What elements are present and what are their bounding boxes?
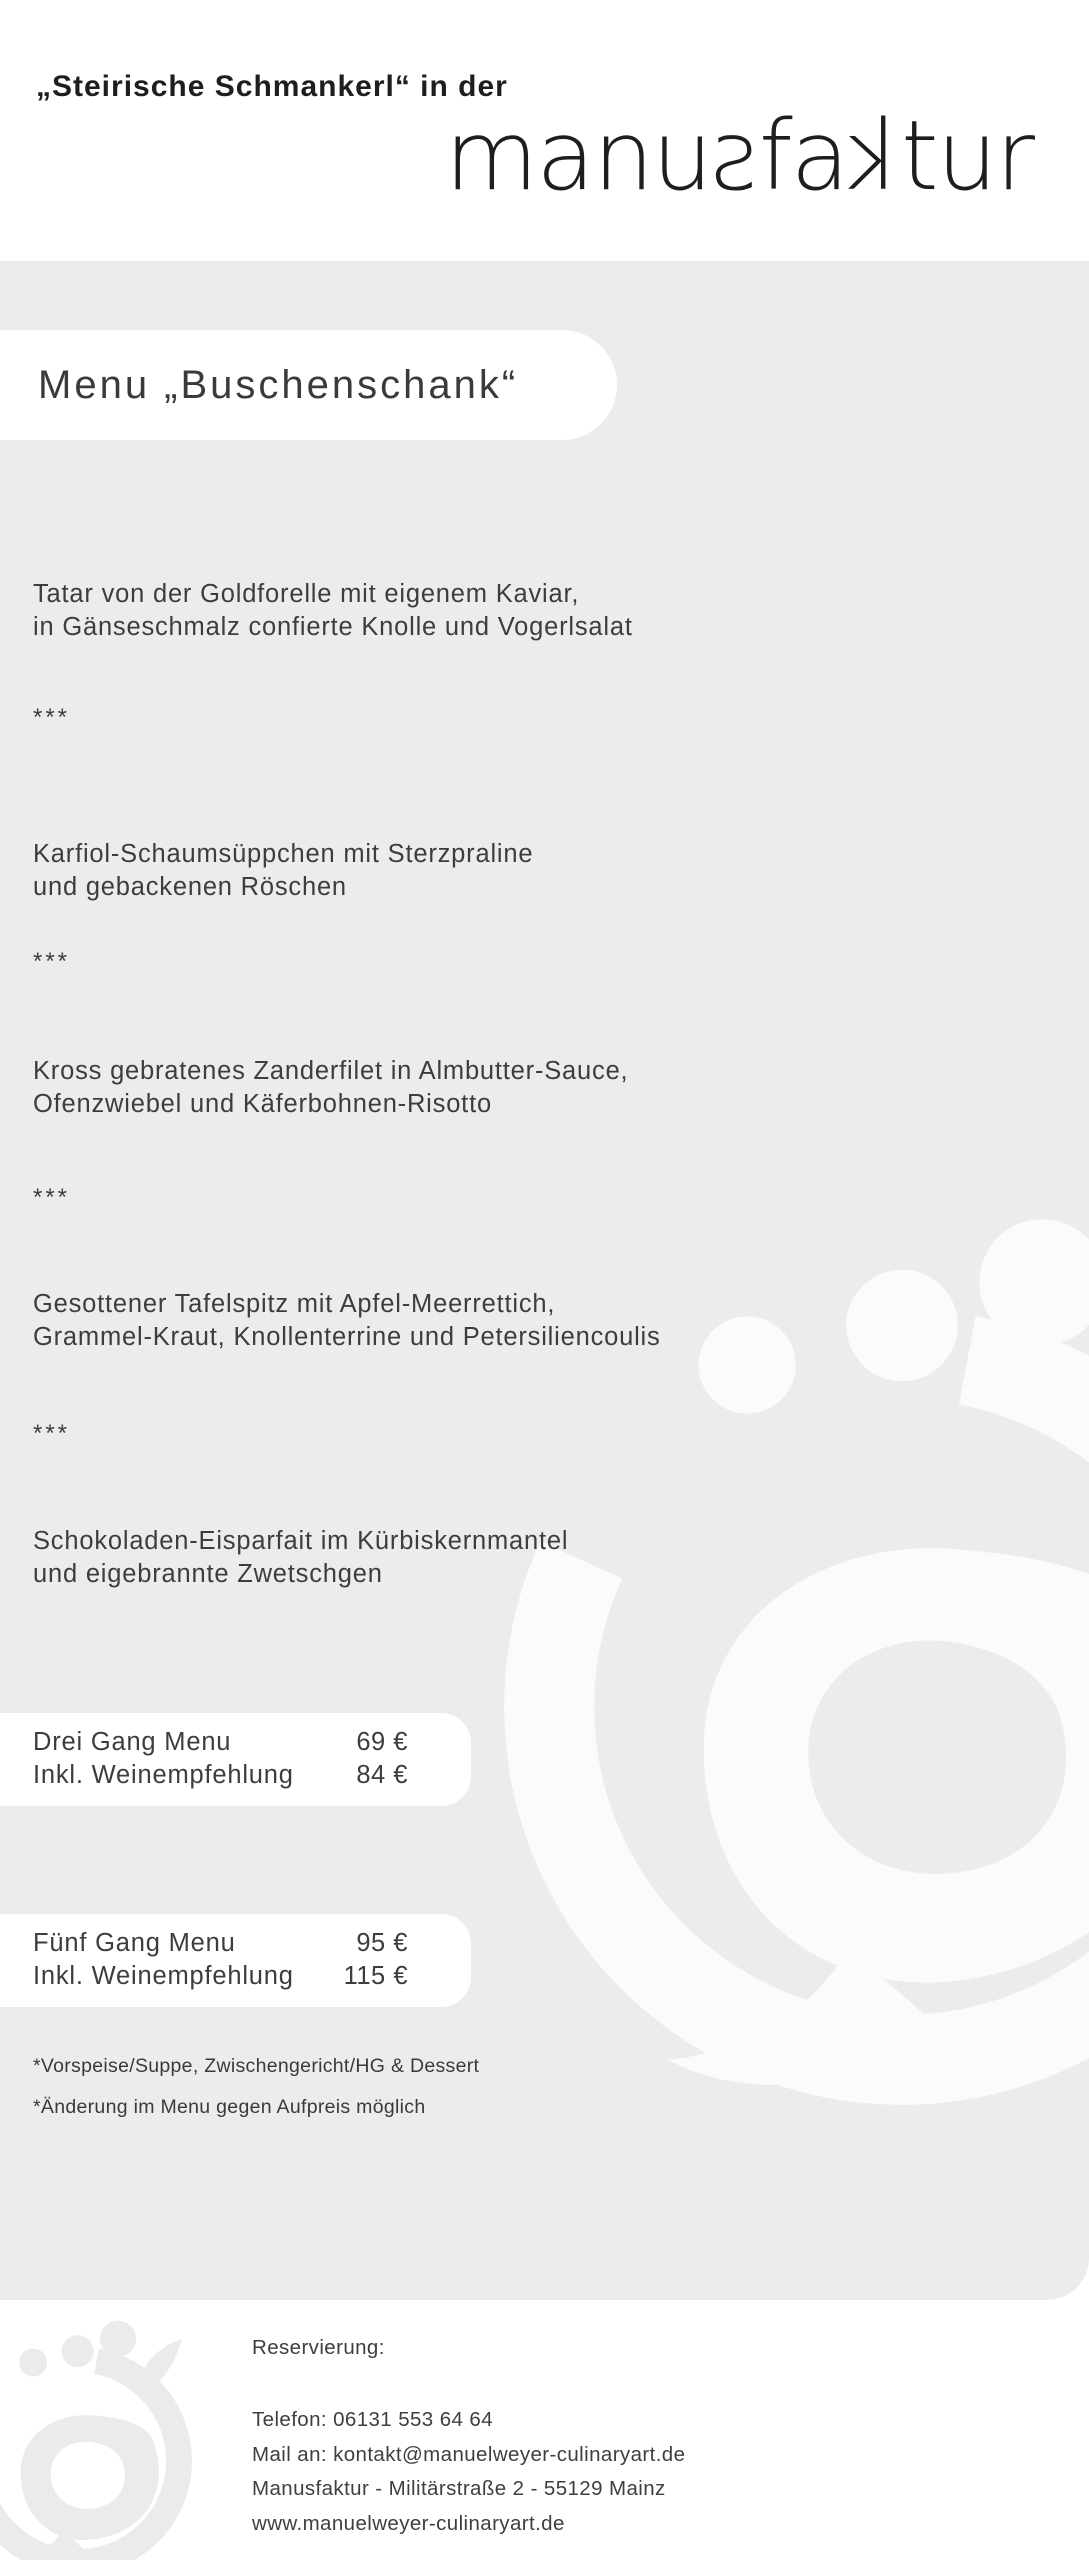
course-separator: *** — [33, 948, 71, 975]
watermark-logo-icon — [416, 1203, 1089, 2247]
wordmark-part: fa — [758, 100, 848, 212]
wordmark-mirrored-s: s — [710, 100, 759, 212]
price-label: Fünf Gang Menu — [33, 1929, 236, 1957]
price-row — [33, 1759, 408, 1792]
course-line: und eigebrannte Zwetschgen — [33, 1560, 383, 1588]
course-line: Gesottener Tafelspitz mit Apfel-Meerrettich, — [33, 1290, 556, 1318]
course-line: Karfiol-Schaumsüppchen mit Sterzpraline — [33, 840, 534, 868]
course-line: und gebackenen Röschen — [33, 873, 347, 901]
course-item-5 — [33, 1525, 833, 1591]
price-amount: 69 € — [356, 1728, 408, 1756]
price-label: Inkl. Weinempfehlung — [33, 1761, 294, 1789]
course-separator: *** — [33, 1420, 71, 1447]
price-amount: 95 € — [356, 1929, 408, 1957]
menu-card — [0, 261, 1089, 2300]
wordmark-part: manu — [444, 100, 711, 212]
course-separator: *** — [33, 704, 71, 731]
course-item-3 — [33, 1055, 833, 1121]
course-item-2 — [33, 838, 833, 904]
footnote-courses: *Vorspeise/Suppe, Zwischengericht/HG & Dessert — [33, 2055, 480, 2077]
price-label: Inkl. Weinempfehlung — [33, 1962, 294, 1990]
contact-website: www.manuelweyer-culinaryart.de — [252, 2512, 565, 2535]
header-tagline: „Steirische Schmankerl“ in der — [36, 70, 508, 103]
price-amount: 115 € — [343, 1962, 408, 1990]
course-line: Kross gebratenes Zanderfilet in Almbutter-Sauce, — [33, 1057, 629, 1085]
price-label: Drei Gang Menu — [33, 1728, 232, 1756]
price-row — [33, 1960, 408, 1993]
menu-title-pill — [0, 330, 617, 440]
reservation-heading: Reservierung: — [252, 2336, 385, 2359]
price-card-five-course — [0, 1914, 471, 2007]
course-line: Tatar von der Goldforelle mit eigenem Kaviar, — [33, 580, 580, 608]
course-line: Schokoladen-Eisparfait im Kürbiskernmantel — [33, 1527, 569, 1555]
contact-address: Manusfaktur - Militärstraße 2 - 55129 Mainz — [252, 2477, 666, 2500]
contact-phone: Telefon: 06131 553 64 64 — [252, 2408, 493, 2431]
menu-title: Menu „Buschenschank“ — [38, 363, 519, 407]
price-amount: 84 € — [356, 1761, 408, 1789]
course-separator: *** — [33, 1184, 71, 1211]
price-row — [33, 1927, 408, 1960]
footnote-changes: *Änderung im Menu gegen Aufpreis möglich — [33, 2096, 426, 2118]
brand-wordmark — [444, 100, 1033, 212]
course-line: in Gänseschmalz confierte Knolle und Vogerlsalat — [33, 613, 633, 641]
price-card-three-course — [0, 1713, 471, 1806]
course-item-4 — [33, 1288, 833, 1354]
course-line: Ofenzwiebel und Käferbohnen-Risotto — [33, 1090, 492, 1118]
price-row — [33, 1726, 408, 1759]
footer-logo-icon — [0, 2316, 238, 2560]
wordmark-mirrored-k: k — [847, 100, 902, 212]
course-item-1 — [33, 578, 833, 644]
course-line: Grammel-Kraut, Knollenterrine und Petersiliencoulis — [33, 1323, 661, 1351]
wordmark-part: tur — [901, 100, 1033, 212]
contact-email: Mail an: kontakt@manuelweyer-culinaryart.de — [252, 2443, 686, 2466]
